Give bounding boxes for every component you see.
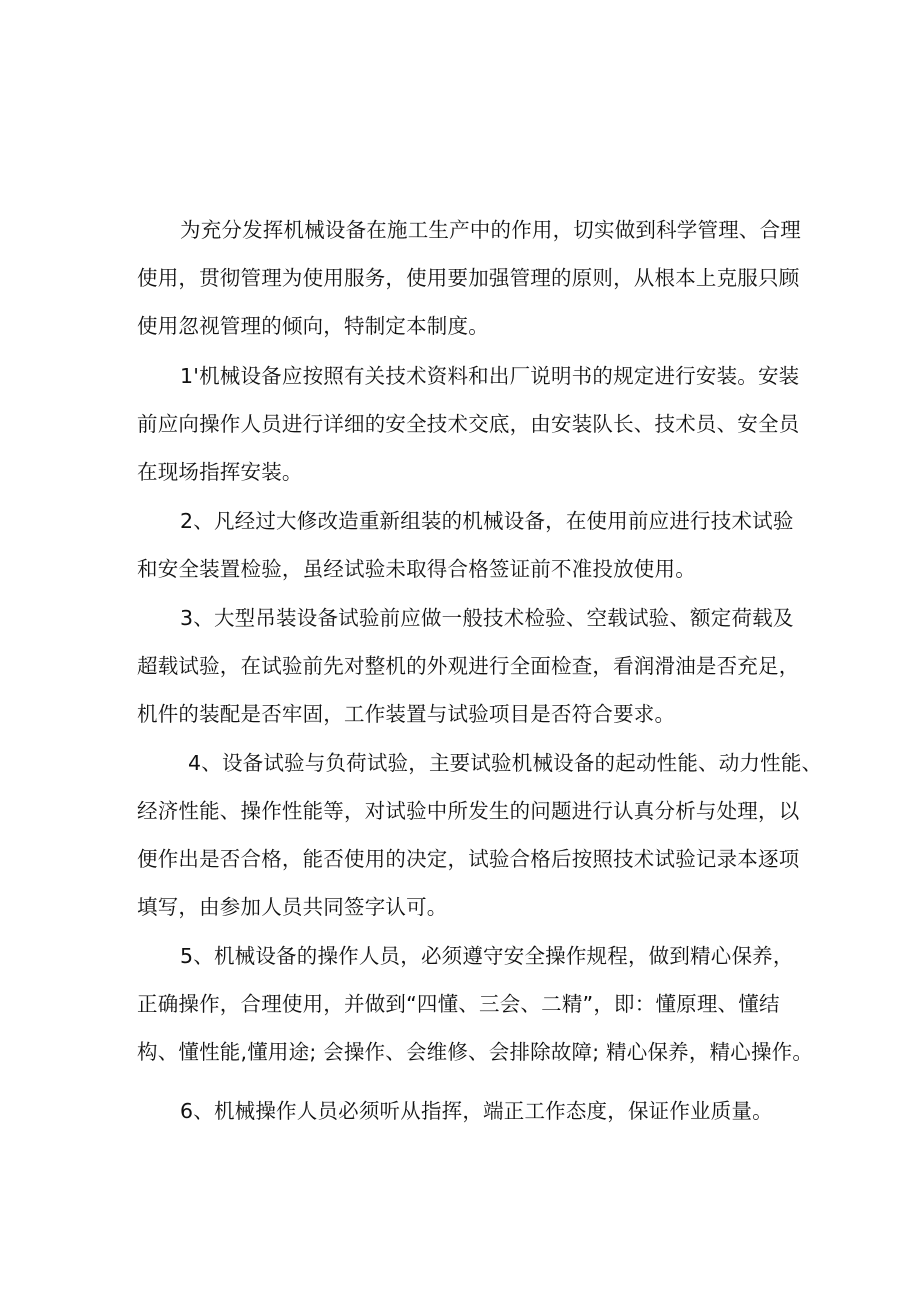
intro-line-1: 为充分发挥机械设备在施工生产中的作用，切实做到科学管理、合理 <box>180 218 801 242</box>
item-2-line-1: 2、凡经过大修改造重新组装的机械设备，在使用前应进行技术试验 <box>180 509 794 533</box>
item-6-line-1: 6、机械操作人员必须听从指挥，端正工作态度，保证作业质量。 <box>180 1099 773 1123</box>
item-5-line-2: 正确操作，合理使用，并做到“四懂、三会、二精”，即：懂原理、懂结 <box>137 992 780 1016</box>
item-1-line-3: 在现场指挥安装。 <box>137 460 303 484</box>
item-5-line-1: 5、机械设备的操作人员，必须遵守安全操作规程，做到精心保养， <box>180 944 794 968</box>
item-4-line-3: 便作出是否合格，能否使用的决定，试验合格后按照技术试验记录本逐项 <box>137 847 800 871</box>
item-5-line-3: 构、懂性能,懂用途; 会操作、会维修、会排除故障; 精心保养，精心操作。 <box>137 1040 814 1064</box>
item-3-line-3: 机件的装配是否牢固，工作装置与试验项目是否符合要求。 <box>137 702 676 726</box>
item-4-line-4: 填写，由参加人员共同签字认可。 <box>137 895 448 919</box>
item-3-line-2: 超载试验，在试验前先对整机的外观进行全面检查，看润滑油是否充足， <box>137 654 800 678</box>
item-3-line-1: 3、大型吊装设备试验前应做一般技术检验、空载试验、额定荷载及 <box>180 606 794 630</box>
item-2-line-2: 和安全装置检验，虽经试验未取得合格签证前不准投放使用。 <box>137 557 696 581</box>
item-1-line-2: 前应向操作人员进行详细的安全技术交底，由安装队长、技术员、安全员 <box>137 412 800 436</box>
intro-line-3: 使用忽视管理的倾向，特制定本制度。 <box>137 314 489 338</box>
intro-line-2: 使用，贯彻管理为使用服务，使用要加强管理的原则，从根本上克服只顾 <box>137 266 800 290</box>
item-4-line-2: 经济性能、操作性能等，对试验中所发生的问题进行认真分析与处理，以 <box>137 799 800 823</box>
item-4-line-1: 4、设备试验与负荷试验，主要试验机械设备的起动性能、动力性能、 <box>188 751 823 775</box>
item-1-line-1: 1'机械设备应按照有关技术资料和出厂说明书的规定进行安装。安装 <box>180 364 800 388</box>
